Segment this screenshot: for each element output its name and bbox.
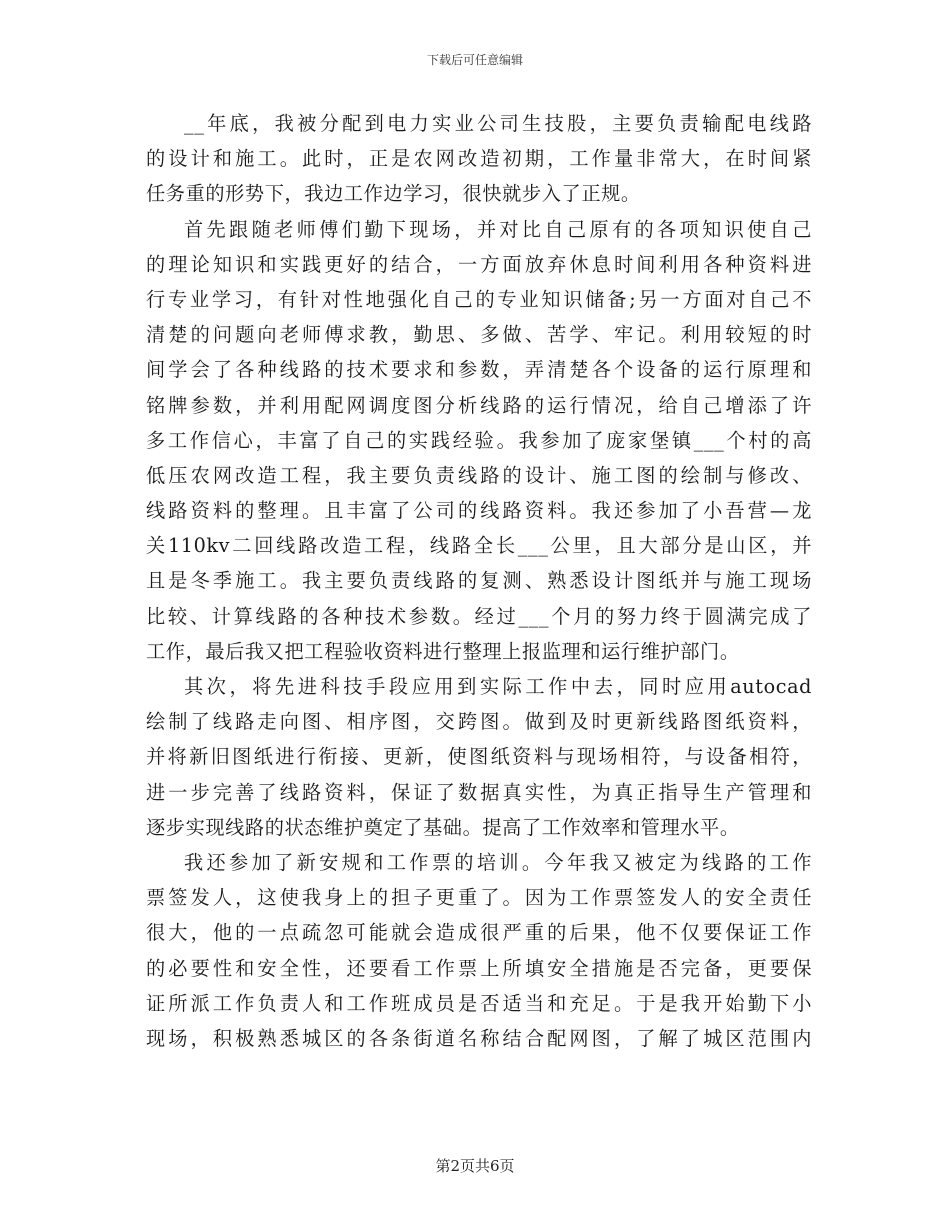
body-text [146,106,812,1056]
text-line: __年底，我被分配到电力实业公司生技股，主要负责输配电线路 [184,112,812,135]
text-line: 且是冬季施工。我主要负责线路的复测、熟悉设计图纸并与施工现场 [146,569,812,593]
text-line: 低压农网改造工程，我主要负责线路的设计、施工图的绘制与修改、 [146,463,812,487]
page-header: 下载后可任意编辑 [426,53,523,67]
text-line: 铭牌参数，并利用配网调度图分析线路的运行情况，给自己增添了许 [146,393,812,417]
text-line: 的设计和施工。此时，正是农网改造初期，工作量非常大，在时间紧 [146,147,812,171]
text-line: 行专业学习，有针对性地强化自己的专业知识储备;另一方面对自己不 [146,287,812,311]
text-line: 并将新旧图纸进行衔接、更新，使图纸资料与现场相符，与设备相符， [146,745,812,769]
text-line: 进一步完善了线路资料，保证了数据真实性，为真正指导生产管理和 [146,780,812,804]
text-line: 间学会了各种线路的技术要求和参数，弄清楚各个设备的运行原理和 [146,358,812,382]
text-line: 证所派工作负责人和工作班成员是否适当和充足。于是我开始勤下小 [146,991,812,1015]
text-line: 其次，将先进科技手段应用到实际工作中去，同时应用autocad [184,675,812,698]
text-line: 关110kv二回线路改造工程，线路全长___公里，且大部分是山区，并 [146,534,812,558]
text-line: 的理论知识和实践更好的结合，一方面放弃休息时间利用各种资料进 [146,252,812,276]
text-line: 票签发人，这使我身上的担子更重了。因为工作票签发人的安全责任 [146,886,812,910]
text-line: 首先跟随老师傅们勤下现场，并对比自己原有的各项知识使自己 [184,217,812,241]
text-line: 工作，最后我又把工程验收资料进行整理上报监理和运行维护部门。 [146,639,740,663]
text-line: 比较、计算线路的各种技术参数。经过___个月的努力终于圆满完成了 [146,604,812,628]
text-line: 线路资料的整理。且丰富了公司的线路资料。我还参加了小吾营—龙 [146,499,812,523]
text-line: 逐步实现线路的状态维护奠定了基础。提高了工作效率和管理水平。 [146,815,740,839]
text-line: 的必要性和安全性，还要看工作票上所填安全措施是否完备，更要保 [146,956,812,980]
text-line: 任务重的形势下，我边工作边学习，很快就步入了正规。 [146,182,641,206]
text-line: 多工作信心，丰富了自己的实践经验。我参加了庞家堡镇___个村的高 [146,428,812,452]
page-footer: 第2页共6页 [435,1157,515,1175]
text-line: 绘制了线路走向图、相序图，交跨图。做到及时更新线路图纸资料， [146,710,812,734]
text-line: 很大，他的一点疏忽可能就会造成很严重的后果，他不仅要保证工作 [146,921,812,945]
text-line: 现场，积极熟悉城区的各条街道名称结合配网图，了解了城区范围内 [146,1026,812,1050]
text-line: 我还参加了新安规和工作票的培训。今年我又被定为线路的工作 [184,850,812,874]
text-line: 清楚的问题向老师傅求教，勤思、多做、苦学、牢记。利用较短的时 [146,323,812,347]
